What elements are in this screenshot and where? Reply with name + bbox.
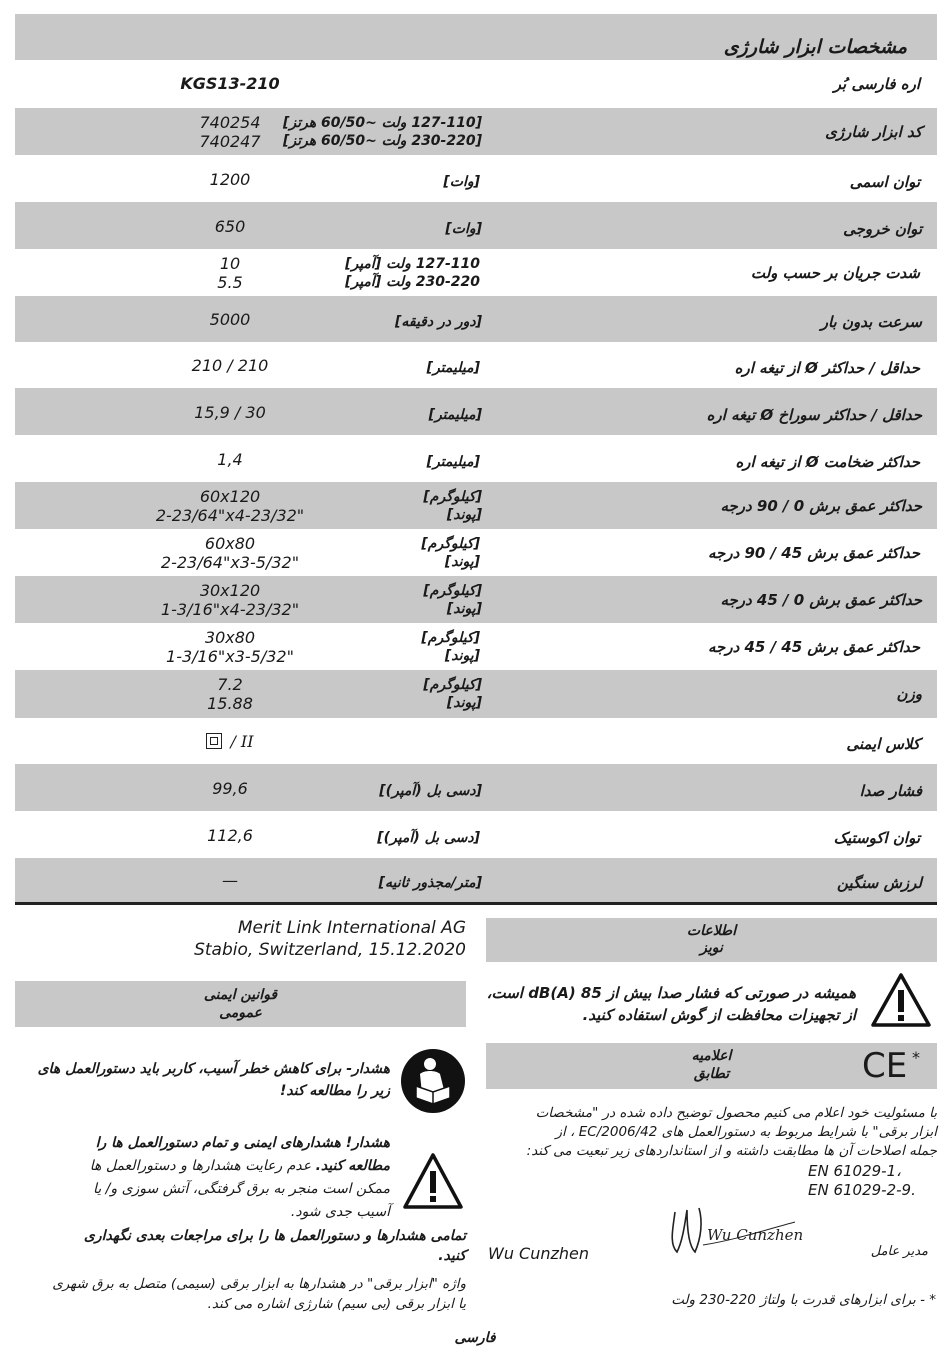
spec-value-line1: 10	[219, 254, 241, 273]
spec-row	[15, 576, 937, 623]
spec-unit-line2: [پوند]	[446, 507, 482, 523]
spec-row	[0, 342, 950, 388]
spec-value-line2: 2-23/64"x3-5/32"	[160, 553, 300, 572]
spec-row	[15, 858, 937, 902]
spec-label: حداکثر عمق برش 0 / 45 درجه	[720, 591, 922, 609]
spec-unit-line2: [پوند]	[444, 648, 480, 664]
spec-unit-line2: 230-220 ولت [آمپر]	[345, 274, 480, 290]
spec-unit-line1: [وات]	[445, 221, 482, 237]
signatory-name: Wu Cunzhen	[488, 1244, 590, 1263]
spec-row	[15, 764, 937, 811]
spec-value	[120, 779, 340, 798]
spec-value-line1: 1200	[209, 170, 251, 189]
spec-unit-line1: [کیلوگرم]	[421, 536, 480, 552]
spec-value-line1: 650	[214, 217, 246, 236]
spec-value	[120, 450, 340, 469]
safety-warning-text	[15, 1132, 390, 1224]
spec-value-line1: 15,9 / 30	[194, 403, 266, 422]
noise-warning-line1: همیشه در صورتی که فشار صدا بیش از 85 dB(A) است،	[486, 984, 856, 1002]
spec-unit-line1: [کیلوگرم]	[421, 630, 480, 646]
safety-warning-line3: ممکن است منجر به برق گرفتگی، آتش سوزی و/ یا	[93, 1181, 390, 1197]
warning-triangle-icon	[870, 972, 932, 1028]
spec-unit-line1: [127-110 ولت ~60/50 هرتز]	[282, 115, 482, 131]
spec-value	[120, 871, 340, 890]
voltage-footnote: * - برای ابزارهای قدرت با ولتاژ 220-230 ولت	[671, 1292, 936, 1308]
signature-script: Wu Cunzhen	[707, 1226, 804, 1244]
spec-value-line1: 112,6	[207, 826, 253, 845]
spec-unit	[423, 488, 482, 524]
spec-unit-line2: [پوند]	[446, 601, 482, 617]
spec-label: فشار صدا	[859, 782, 922, 800]
spec-label: حداکثر عمق برش 45 / 90 درجه	[708, 544, 920, 562]
spec-unit	[379, 782, 482, 800]
spec-unit	[345, 255, 480, 291]
spec-unit	[421, 535, 480, 571]
spec-row	[15, 388, 937, 435]
spec-row	[15, 108, 937, 155]
signatory-role: مدیر عامل	[870, 1244, 928, 1259]
spec-unit-line1: [کیلوگرم]	[423, 489, 482, 505]
spec-value	[120, 581, 340, 619]
spec-value-line2: 1-3/16"x3-5/32"	[166, 647, 294, 666]
spec-value	[120, 254, 340, 292]
spec-unit-line2: [پوند]	[444, 554, 480, 570]
spec-row	[15, 296, 937, 342]
spec-unit	[379, 874, 482, 892]
spec-label: شدت جریان بر حسب ولت	[750, 264, 920, 282]
spec-row	[0, 155, 950, 202]
conformity-line2: ابزار برقی" با شرایط مربوط به دستورالعمل های 2006/42/EC ، از	[555, 1124, 937, 1140]
spec-value-line2: 15.88	[207, 694, 253, 713]
power-tool-term-line2: یا ابزار برقی (بی سیم) شارژی اشاره می کند.	[207, 1296, 466, 1312]
spec-label: لرزش سنگین	[837, 874, 922, 892]
spec-unit	[427, 453, 480, 471]
spec-value-line1: 740254	[199, 113, 261, 132]
spec-unit-line2: [230-220 ولت ~60/50 هرتز]	[282, 133, 482, 149]
spec-value	[120, 403, 340, 422]
spec-value	[120, 628, 340, 666]
safety-warning-bold2: مطالعه کنید.	[315, 1158, 390, 1174]
page-title: مشخصات ابزار شارژی	[723, 36, 907, 58]
spec-value-line1: 210 / 210	[191, 356, 269, 375]
ce-mark-icon: CE	[862, 1046, 908, 1086]
standard-item: EN 61029-2-9.	[808, 1181, 916, 1199]
conformity-line3: جمله اصلاحات آن ها مطابقت داشته و از استانداردهای زیر تبعیت می کند:	[526, 1143, 937, 1159]
spec-label: توان اکوستیک	[833, 829, 920, 847]
noise-warning-line2: از تجهیزات محافظت از گوش استفاده کنید.	[582, 1006, 856, 1024]
conformity-text	[486, 1104, 937, 1161]
spec-value-line1: 30x120	[199, 581, 261, 600]
spec-label: حداقل / حداکثر سوراخ Ø تیغه اره	[706, 406, 922, 424]
page-language-footer: فارسی	[454, 1330, 496, 1346]
spec-value-line1: 99,6	[212, 779, 248, 798]
power-tool-term-line1: واژه "ابزار برقی" در هشدارها به ابزار برقی (سیمی) متصل به برق شهری	[52, 1276, 466, 1292]
spec-row	[15, 202, 937, 249]
spec-unit-line1: [وات]	[443, 174, 480, 190]
spec-value	[120, 310, 340, 329]
company-name: Merit Link International AG	[237, 918, 466, 938]
spec-label: حداکثر ضخامت Ø از تیغه اره	[735, 453, 920, 471]
keep-instructions-text	[15, 1226, 466, 1266]
spec-row	[0, 718, 950, 764]
noise-info-box	[486, 918, 937, 962]
header-band	[15, 14, 937, 60]
spec-label: وزن	[896, 685, 922, 703]
company-info	[170, 917, 466, 961]
spec-value	[120, 675, 340, 713]
spec-unit	[423, 676, 482, 712]
spec-unit-line1: [دسی بل (آمپر)]	[377, 830, 480, 846]
spec-unit-line1: [میلیمتر]	[426, 454, 480, 470]
keep-instructions-line2: کنید.	[438, 1248, 466, 1264]
spec-value	[120, 113, 340, 151]
model-number: KGS13-210	[180, 74, 280, 93]
handwritten-signature	[655, 1200, 805, 1260]
spec-unit	[429, 406, 482, 424]
spec-value-line1: 5000	[209, 310, 251, 329]
spec-label: سرعت بدون بار	[820, 313, 922, 331]
noise-box-line1: اطلاعات	[686, 923, 737, 939]
spec-unit-line1: [دسی بل (آمپر)]	[379, 783, 482, 799]
read-manual-icon	[400, 1048, 466, 1114]
safety-warning-icon	[402, 1152, 464, 1210]
safety-box-line2: عمومی	[219, 1005, 262, 1021]
spec-label: کد ابزار شارژی	[825, 123, 922, 141]
spec-value	[120, 534, 340, 572]
spec-value-line1: 30x80	[204, 628, 256, 647]
noise-box-line2: نویز	[700, 940, 723, 956]
safety-warning-normal2: عدم رعایت هشدارها و دستورالعمل ها	[89, 1158, 316, 1174]
spec-row	[0, 529, 950, 576]
read-manual-line1: هشدار- برای کاهش خطر آسیب، کاربر باید دستورالعمل های	[37, 1061, 390, 1077]
spec-unit	[395, 313, 482, 331]
spec-label: کلاس ایمنی	[846, 735, 920, 753]
spec-unit-line1: [کیلوگرم]	[423, 583, 482, 599]
spec-row	[0, 435, 950, 482]
spec-value-line1: 60x80	[204, 534, 256, 553]
safety-rules-box	[15, 981, 466, 1027]
spec-unit	[423, 582, 482, 618]
spec-unit-line2: [پوند]	[446, 695, 482, 711]
spec-row	[15, 482, 937, 529]
spec-value-line1: —	[222, 871, 238, 890]
spec-label: حداکثر عمق برش 45 / 45 درجه	[708, 638, 920, 656]
spec-unit	[377, 829, 480, 847]
safety-warning-line2	[15, 1155, 390, 1178]
spec-unit	[421, 629, 480, 665]
spec-value-line2: 2-23/64"x4-23/32"	[155, 506, 305, 525]
noise-warning-text	[486, 982, 856, 1026]
conformity-box-line1: اعلامیه	[691, 1048, 732, 1064]
spec-label: توان اسمی	[849, 173, 920, 191]
spec-row	[0, 811, 950, 858]
spec-value-line2: 1-3/16"x4-23/32"	[160, 600, 300, 619]
spec-row	[0, 249, 950, 296]
spec-unit-line1: [متر/مجذور ثانیه]	[378, 875, 482, 891]
spec-value-line2: 740247	[199, 132, 261, 151]
spec-label: حداقل / حداکثر Ø از تیغه اره	[734, 359, 920, 377]
double-insulation-icon	[206, 733, 222, 749]
ce-mark-asterisk: *	[912, 1048, 920, 1067]
standard-item: EN 61029-1،	[808, 1162, 901, 1180]
conformity-line1: با مسئولیت خود اعلام می کنیم محصول توضیح داده شده در "مشخصات	[535, 1105, 937, 1121]
spec-label: توان خروجی	[843, 220, 922, 238]
spec-value	[120, 826, 340, 845]
table-separator	[15, 902, 937, 905]
safety-warning-line4: آسیب جدی شود.	[290, 1204, 390, 1220]
spec-unit	[427, 359, 480, 377]
spec-value	[120, 170, 340, 189]
spec-row	[15, 670, 937, 718]
spec-value	[120, 487, 340, 525]
safety-warning-line1: هشدار! هشدارهای ایمنی و تمام دستورالعمل ها را	[95, 1135, 390, 1151]
spec-value	[120, 217, 340, 236]
spec-value-line1: 1,4	[217, 450, 243, 469]
keep-instructions-line1: تمامی هشدارها و دستورالعمل ها را برای مراجعات بعدی نگهداری	[83, 1228, 466, 1244]
spec-value-line2: 5.5	[217, 273, 243, 292]
spec-row	[0, 623, 950, 670]
spec-unit-line1: [میلیمتر]	[426, 360, 480, 376]
spec-unit-line1: 127-110 ولت [آمپر]	[345, 256, 480, 272]
spec-value	[120, 356, 340, 375]
conformity-box-line2: تطابق	[693, 1066, 730, 1082]
spec-value-line1: 60x120	[199, 487, 261, 506]
spec-label: حداکثر عمق برش 0 / 90 درجه	[720, 497, 922, 515]
read-manual-warning	[15, 1058, 390, 1102]
spec-value	[120, 732, 340, 751]
model-row-label: اره فارسی بُر	[833, 75, 920, 93]
spec-value-line1: / II	[230, 732, 254, 751]
spec-unit-line1: [کیلوگرم]	[423, 677, 482, 693]
read-manual-line2: زیر را مطالعه کند!	[279, 1083, 390, 1099]
spec-unit-line1: [دور در دقیقه]	[394, 314, 482, 330]
spec-unit-line1: [میلیمتر]	[428, 407, 482, 423]
spec-value-line1: 7.2	[217, 675, 243, 694]
spec-unit	[445, 220, 482, 238]
model-row	[0, 60, 950, 108]
company-location-date: Stabio, Switzerland, 15.12.2020	[194, 940, 466, 960]
spec-unit	[443, 173, 480, 191]
standards-list	[808, 1162, 916, 1200]
safety-box-line1: قوانین ایمنی	[203, 987, 278, 1003]
power-tool-term-text	[15, 1274, 466, 1314]
